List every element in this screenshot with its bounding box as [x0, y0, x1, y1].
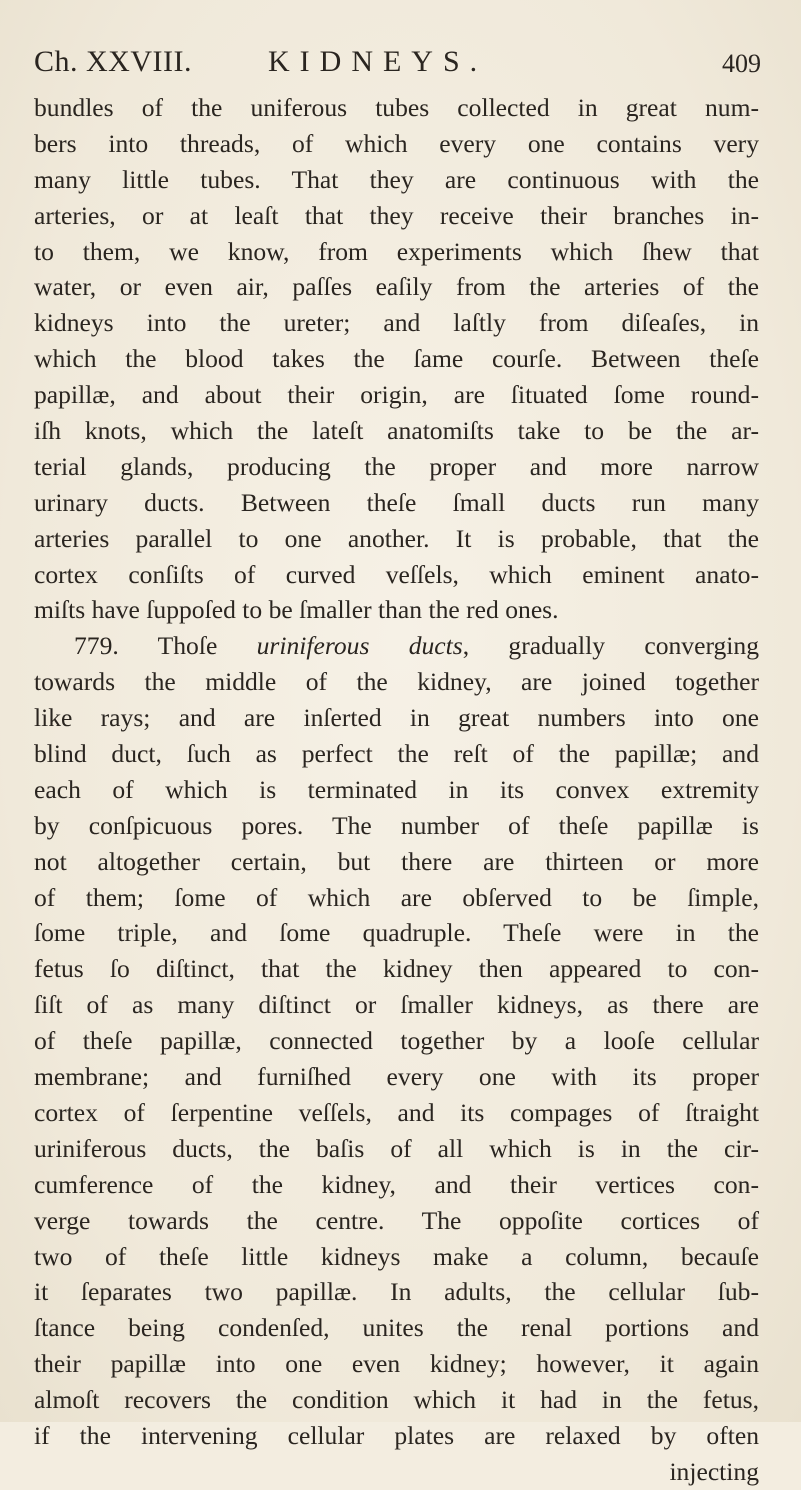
text-line: which the blood takes the ſame courſe. Between theſe — [34, 344, 759, 374]
text-line: water, or even air, paſſes eaſily from the arteries of the — [34, 272, 759, 302]
running-title: KIDNEYS. — [268, 45, 488, 78]
text-line: membrane; and furniſhed every one with its proper — [34, 1062, 759, 1092]
text-line: bundles of the uniferous tubes collected in great num- — [34, 93, 759, 122]
text-line: it ſeparates two papillæ. In adults, the cellular ſub- — [34, 1277, 759, 1307]
page-header — [34, 45, 761, 85]
text-line: ſtance being condenſed, unites the renal portions and — [34, 1313, 759, 1343]
text-line: iſh knots, which the lateſt anatomiſts take to be the ar- — [34, 416, 759, 446]
text-line: ſiſt of as many diſtinct or ſmaller kidneys, as there are — [34, 990, 759, 1020]
body-text — [34, 90, 759, 1490]
text-line: of them; ſome of which are obſerved to be ſimple, — [34, 882, 759, 912]
text-line: cortex conſiſts of curved veſſels, which eminent anato- — [34, 559, 759, 589]
text-line: not altogether certain, but there are thirteen or more — [34, 846, 759, 876]
text-line: cumference of the kidney, and their vertices con- — [34, 1169, 759, 1199]
text-line: kidneys into the ureter; and laſtly from diſeaſes, in — [34, 308, 759, 338]
italic-term: uriniferous ducts — [256, 631, 463, 661]
text-line: like rays; and are inſerted in great numbers into one — [34, 703, 759, 733]
text-line: fetus ſo diſtinct, that the kidney then appeared to con- — [34, 954, 759, 984]
text-line: almoſt recovers the condition which it had in the fetus, — [34, 1385, 759, 1415]
text-line: two of theſe little kidneys make a column, becauſe — [34, 1241, 759, 1271]
text-line: to them, we know, from experiments which ſhew that — [34, 236, 759, 266]
text-line: if the intervening cellular plates are relaxed by often — [34, 1420, 759, 1450]
text-line: ſome triple, and ſome quadruple. Theſe were in the — [34, 918, 759, 948]
text-line: terial glands, producing the proper and more narrow — [34, 451, 759, 481]
text-line: bers into threads, of which every one contains very — [34, 128, 759, 158]
text-line: urinary ducts. Between theſe ſmall ducts run many — [34, 487, 759, 517]
text-line: arteries parallel to one another. It is probable, that the — [34, 523, 759, 553]
text-line: each of which is terminated in its convex extremity — [34, 774, 759, 804]
text-line: their papillæ into one even kidney; however, it again — [34, 1349, 759, 1379]
chapter-label: Ch. XXVIII. — [34, 45, 192, 78]
text-line: arteries, or at leaſt that they receive their branches in- — [34, 200, 759, 230]
text-span: , gradually converging — [462, 631, 760, 661]
text-line: uriniferous ducts, the baſis of all which is in the cir- — [34, 1133, 759, 1163]
page-number: 409 — [722, 49, 761, 78]
text-line: of theſe papillæ, connected together by a looſe cellular — [34, 1026, 759, 1056]
text-line: papillæ, and about their origin, are ſituated ſome round- — [34, 380, 759, 410]
catchword: injecting — [669, 1456, 759, 1486]
text-line: miſts have ſuppoſed to be ſmaller than the red ones. — [34, 595, 559, 625]
text-line: towards the middle of the kidney, are joined together — [34, 667, 759, 697]
paragraph-779-first-line — [34, 628, 759, 664]
text-line: verge towards the centre. The oppoſite cortices of — [34, 1205, 759, 1235]
text-line: cortex of ſerpentine veſſels, and its compages of ſtraight — [34, 1097, 759, 1127]
text-span: Thoſe — [157, 631, 218, 661]
text-line: by conſpicuous pores. The number of theſe papillæ is — [34, 810, 759, 840]
text-line: many little tubes. That they are continuous with the — [34, 164, 759, 194]
text-line: blind duct, ſuch as perfect the reſt of the papillæ; and — [34, 739, 759, 769]
paragraph-number: 779. — [74, 631, 119, 661]
